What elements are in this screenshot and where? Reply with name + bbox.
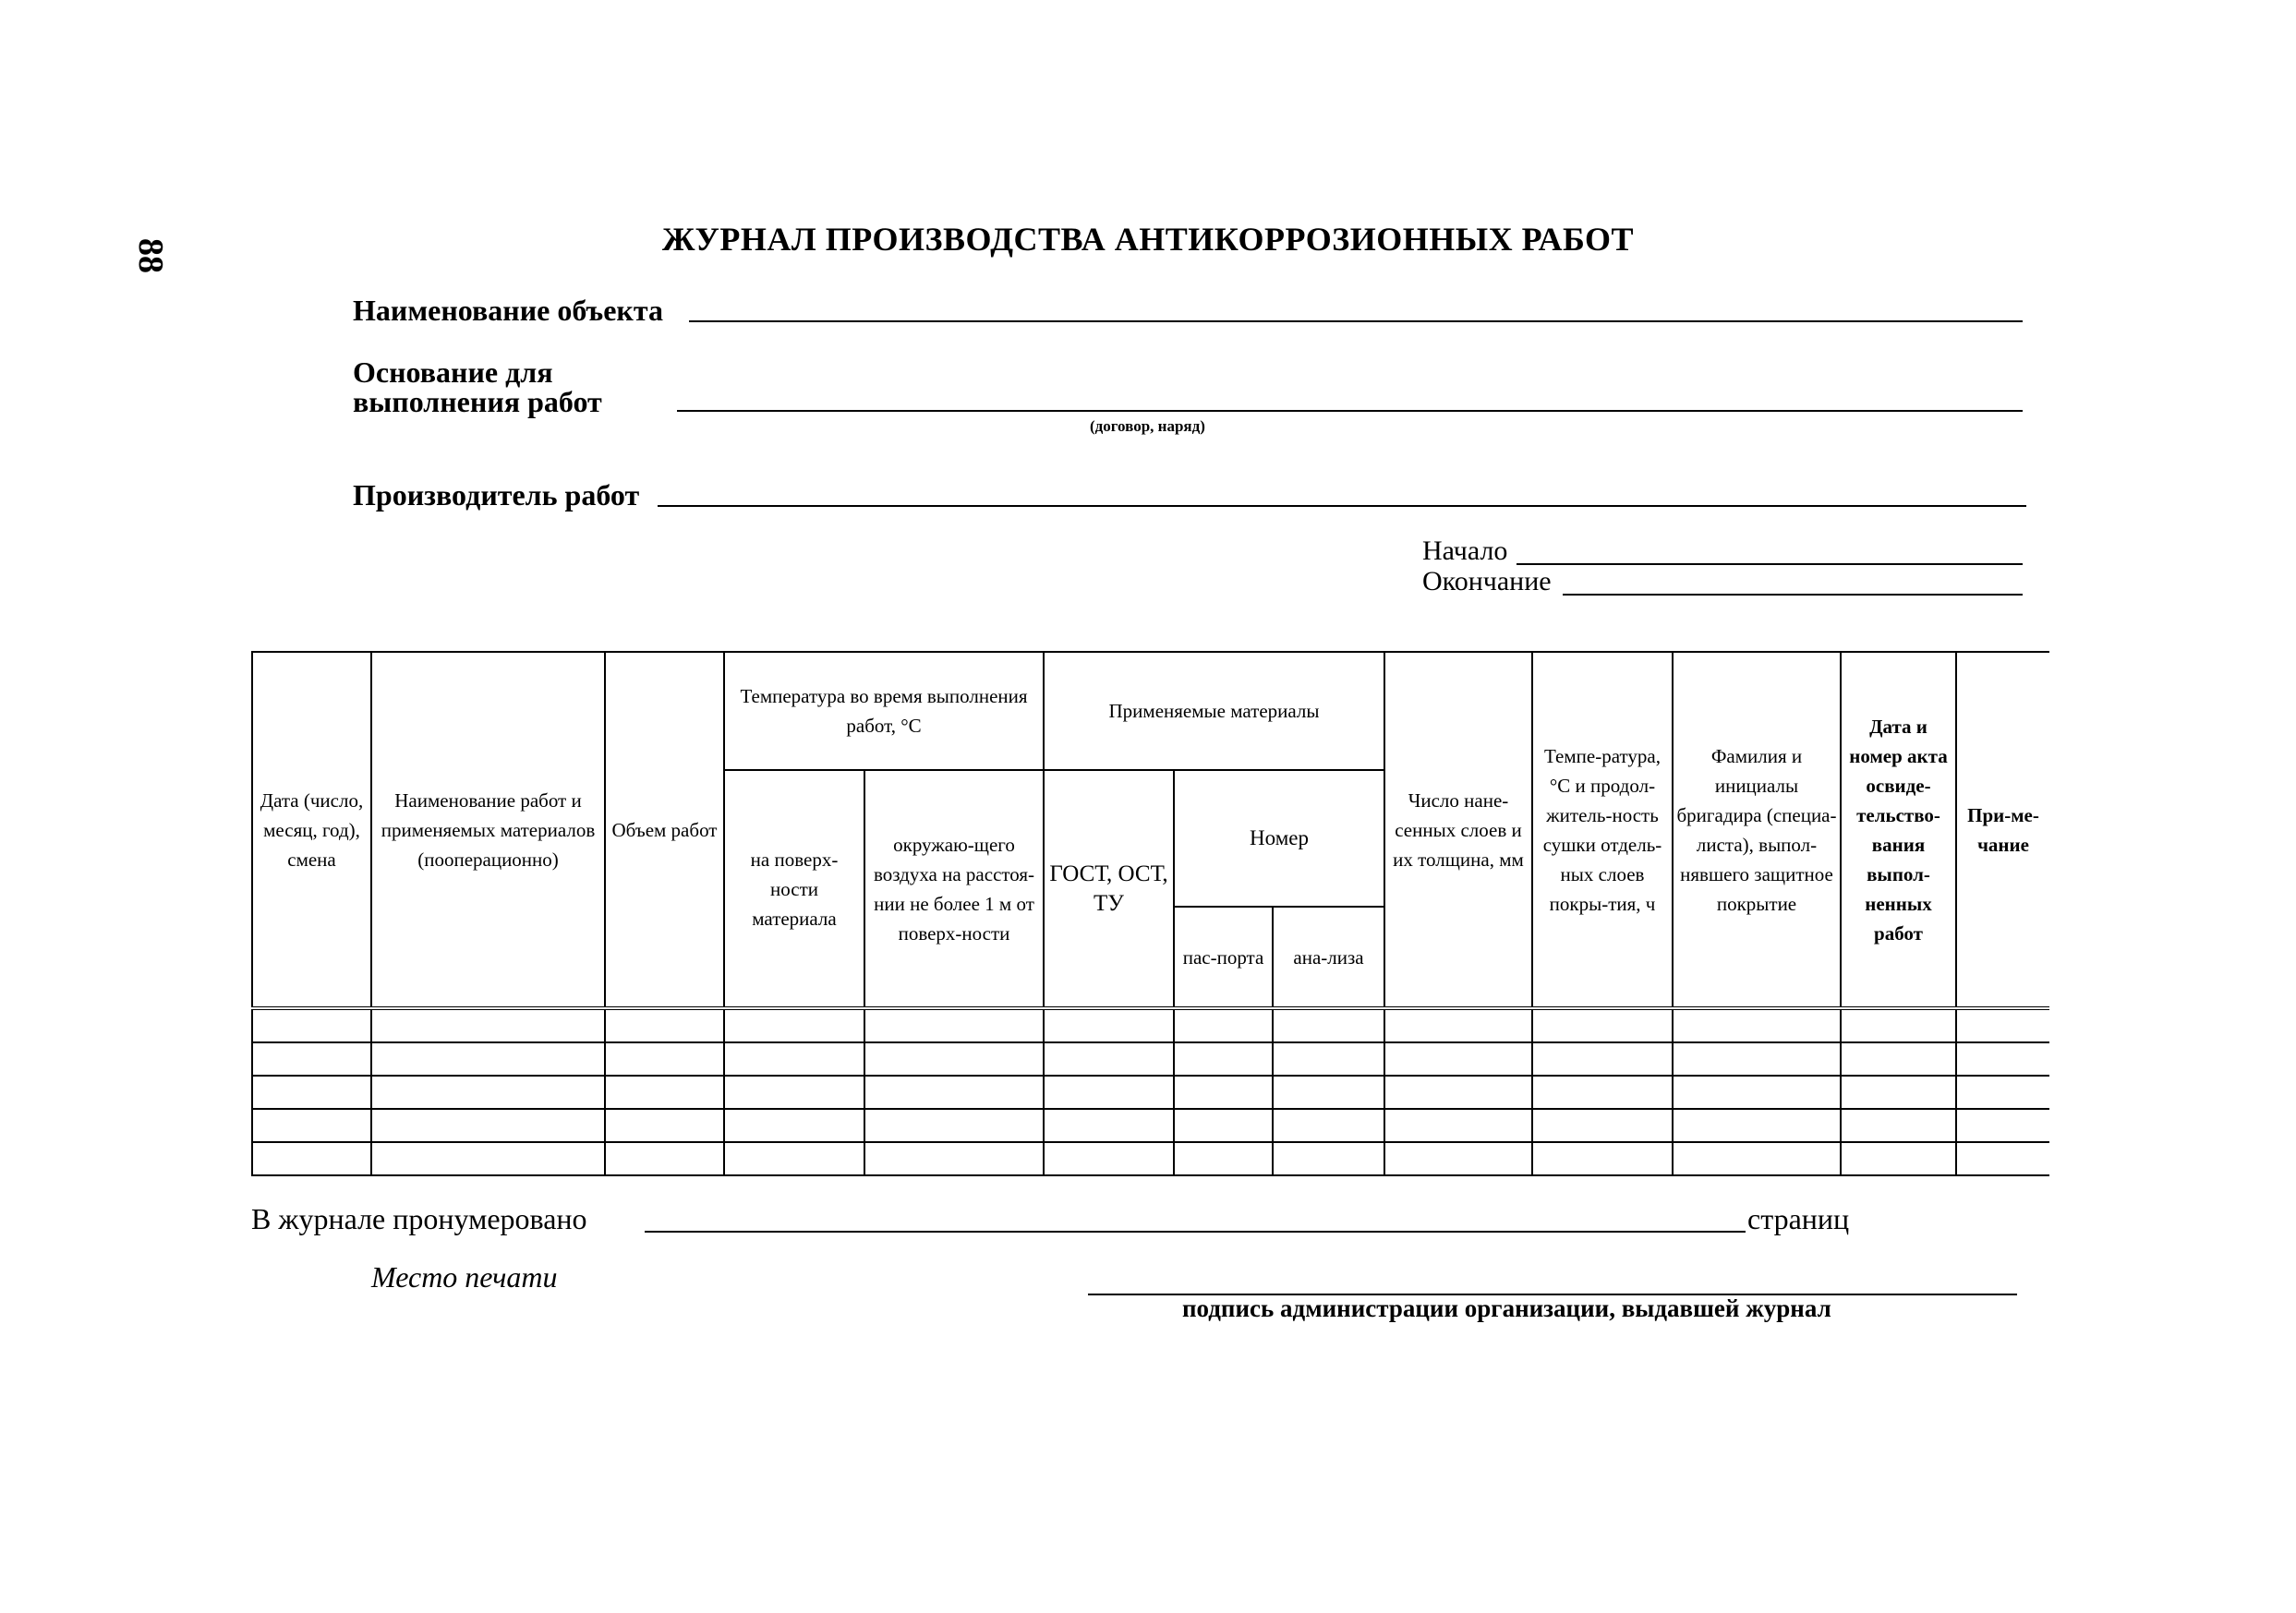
object-name-label: Наименование объекта [353,294,663,327]
col-note: При-ме-чание [1956,652,2049,1008]
numbered-pages-field[interactable] [645,1231,1746,1233]
col-passport: пас-порта [1174,907,1273,1008]
journal-table [251,651,2049,1176]
end-label: Окончание [1422,566,1552,596]
numbered-prefix: В журнале пронумеровано [251,1202,587,1235]
col-gost: ГОСТ, ОСТ, ТУ [1044,770,1174,1008]
end-field[interactable] [1563,594,2023,596]
basis-label-line1: Основание для [353,355,553,389]
signature-hint: подпись администрации организации, выдавшей журнал [1182,1294,1831,1322]
table-row [252,1008,2049,1042]
table-row [252,1109,2049,1142]
table-row [252,1076,2049,1109]
col-drying: Темпе-ратура, °С и продол-житель-ность сушки отдель-ных слоев покры-тия, ч [1532,652,1673,1008]
contractor-label: Производитель работ [353,478,640,512]
col-volume: Объем работ [605,652,724,1008]
stamp-place: Место печати [371,1260,558,1294]
col-date: Дата (число, месяц, год), смена [252,652,371,1008]
col-number: Номер [1174,770,1384,907]
contractor-field[interactable] [658,505,2026,507]
start-label: Начало [1422,536,1508,566]
col-work-name: Наименование работ и применяемых материалов (пооперационно) [371,652,605,1008]
table-row [252,1042,2049,1076]
col-act: Дата и номер акта освиде-тельство-вания выпол-ненных работ [1841,652,1956,1008]
page-title: ЖУРНАЛ ПРОИЗВОДСТВА АНТИКОРРОЗИОННЫХ РАБОТ [661,221,1635,258]
col-layers: Число нане-сенных слоев и их толщина, мм [1384,652,1532,1008]
numbered-suffix: страниц [1747,1202,1850,1235]
basis-label-line2: выполнения работ [353,385,602,418]
object-name-field[interactable] [689,320,2023,322]
col-foreman: Фамилия и инициалы бригадира (специа-листа), выпол-нявшего защитное покрытие [1673,652,1841,1008]
col-temp-air: окружаю-щего воздуха на расстоя-нии не более 1 м от поверх-ности [864,770,1044,1008]
start-field[interactable] [1517,563,2023,565]
table-row [252,1142,2049,1175]
col-materials-group: Применяемые материалы [1044,652,1384,770]
col-temp-surface: на поверх-ности материала [724,770,864,1008]
col-analysis: ана-лиза [1273,907,1384,1008]
basis-hint: (договор, наряд) [1090,417,1205,435]
basis-field[interactable] [677,410,2023,412]
col-temp-group: Температура во время выполнения работ, °С [724,652,1044,770]
page-number: 88 [131,238,170,273]
